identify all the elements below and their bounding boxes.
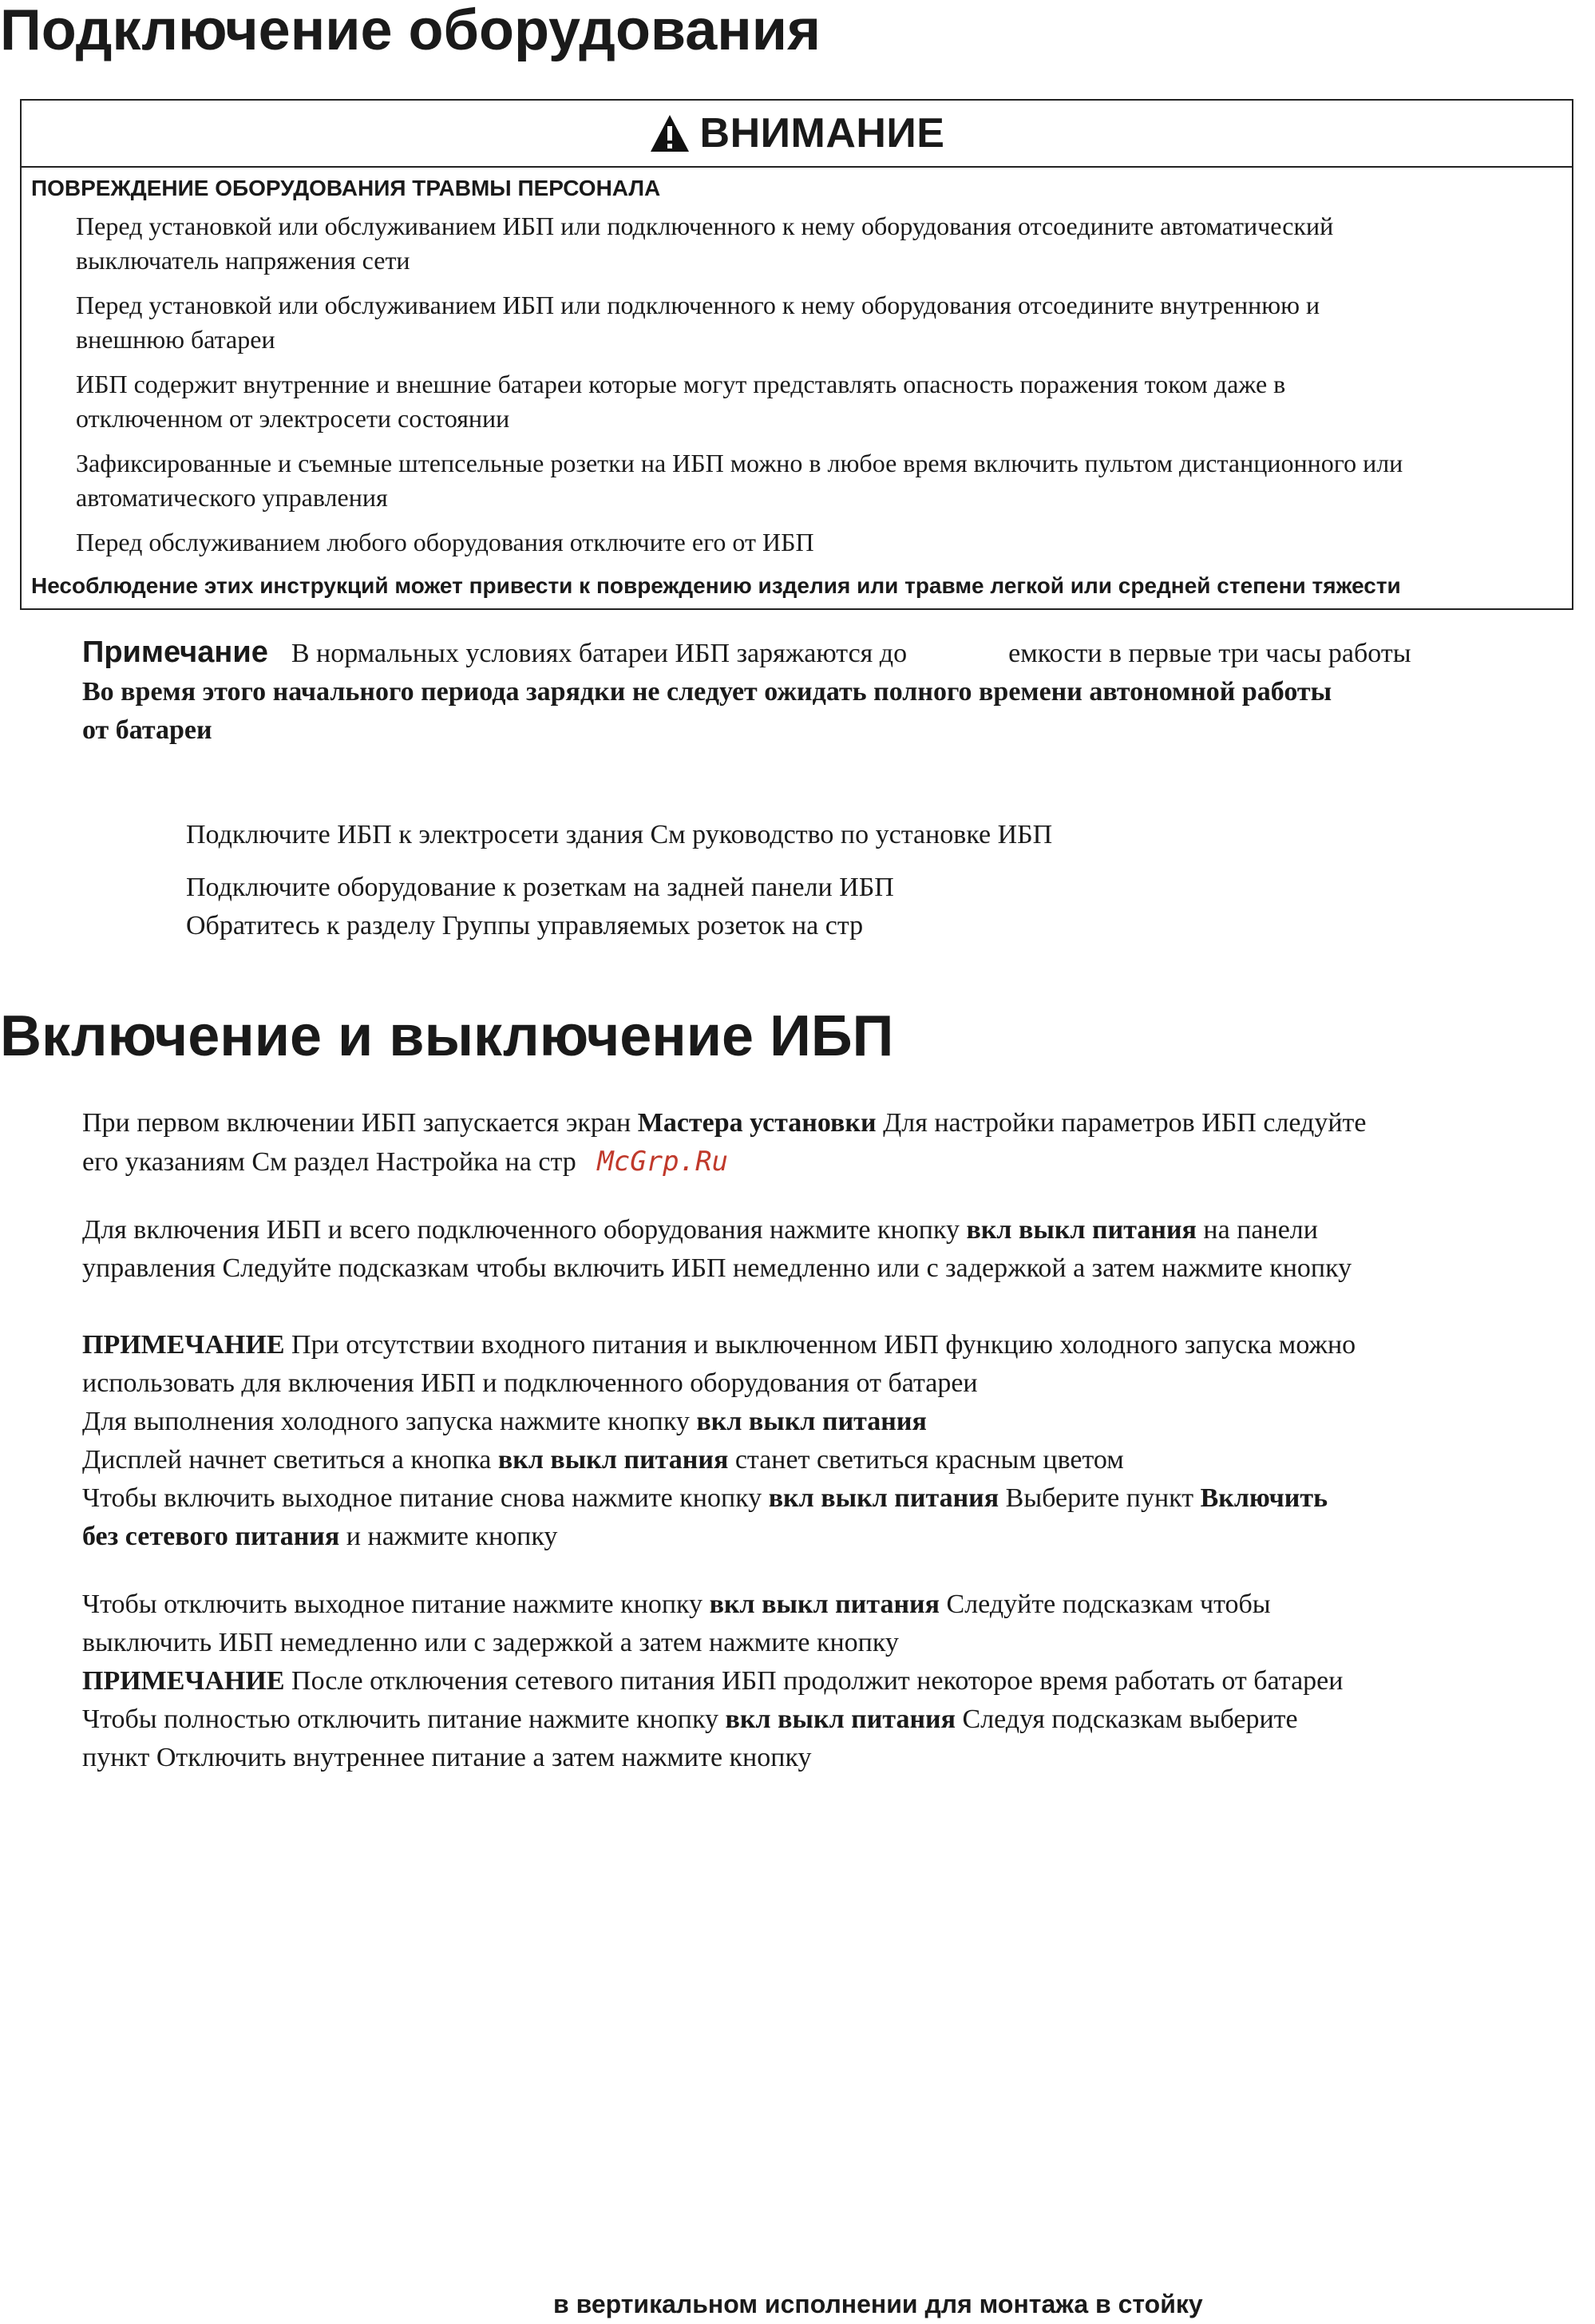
watermark-text: McGrp.Ru <box>597 1146 729 1178</box>
warning-header <box>22 101 1572 168</box>
step-connect-equipment: Подключите оборудование к розеткам на задней панели ИБП Обратитесь к разделу Группы управляемых розеток на стр <box>186 869 894 945</box>
note-battery-charge: Примечание В нормальных условиях батареи ИБП заряжаются до емкости в первые три часы работы Во время этого начального периода зарядки не следует ожидать полного времени автономной работы от батареи <box>82 635 1411 745</box>
warning-item: Перед установкой или обслуживанием ИБП или подключенного к нему оборудования отсоедините автоматический выключатель напряжения сети <box>76 212 1334 275</box>
warning-footer: Несоблюдение этих инструкций может привести к повреждению изделия или травме легкой или средней степени тяжести <box>31 573 1401 598</box>
warning-item: Перед обслуживанием любого оборудования отключите его от ИБП <box>76 528 814 556</box>
note-label: Примечание <box>82 635 268 669</box>
section-title-power-on-off: Включение и выключение ИБП <box>0 1004 894 1068</box>
warning-triangle-icon <box>649 113 691 153</box>
page-footer: в вертикальном исполнении для монтажа в стойку <box>553 2290 1203 2318</box>
note-label: ПРИМЕЧАНИЕ <box>82 1330 285 1360</box>
step-connect-mains: Подключите ИБП к электросети здания См руководство по установке ИБП <box>186 820 1053 849</box>
paragraph-power-on: Для включения ИБП и всего подключенного оборудования нажмите кнопку вкл выкл питания на панели управления Следуйте подсказкам чтобы включить ИБП немедленно или с задержкой а затем нажмите кнопку <box>82 1215 1352 1283</box>
section-title-connect-equipment: Подключение оборудования <box>0 0 821 62</box>
warning-title: ВНИМАНИЕ <box>699 110 945 156</box>
warning-list <box>76 209 1567 570</box>
outlet-groups-reference: Обратитесь к разделу Группы управляемых розеток на стр <box>186 911 864 940</box>
paragraph-cold-start: ПРИМЕЧАНИЕ При отсутствии входного питания и выключенном ИБП функцию холодного запуска можно использовать для включения ИБП и подключенного оборудования от батареи Для выполнения холодного запуска нажмите кнопку вкл выкл питания Дисплей начнет светиться а кнопка вкл выкл питания станет светиться красным цветом Чтобы включить выходное питание снова нажмите кнопку вкл выкл питания Выберите пункт Включить без сетевого питания и нажмите кнопку <box>82 1330 1356 1551</box>
warning-box <box>20 99 1573 610</box>
warning-item: Зафиксированные и съемные штепсельные розетки на ИБП можно в любое время включить пультом дистанционного или автоматического управления <box>76 449 1403 512</box>
warning-item: ИБП содержит внутренние и внешние батареи которые могут представлять опасность поражения током даже в отключенном от электросети состоянии <box>76 370 1286 433</box>
warning-subtitle: ПОВРЕЖДЕНИЕ ОБОРУДОВАНИЯ ТРАВМЫ ПЕРСОНАЛА <box>31 176 661 200</box>
paragraph-power-off: Чтобы отключить выходное питание нажмите кнопку вкл выкл питания Следуйте подсказкам чтобы выключить ИБП немедленно или с задержкой а затем нажмите кнопку ПРИМЕЧАНИЕ После отключения сетевого питания ИБП продолжит некоторое время работать от батареи Чтобы полностью отключить питание нажмите кнопку вкл выкл питания Следуя подсказкам выберите пункт Отключить внутреннее питание а затем нажмите кнопку <box>82 1590 1344 1772</box>
warning-item: Перед установкой или обслуживанием ИБП или подключенного к нему оборудования отсоедините внутреннюю и внешнюю батареи <box>76 291 1320 354</box>
note-label: ПРИМЕЧАНИЕ <box>82 1666 285 1696</box>
paragraph-setup-wizard: При первом включении ИБП запускается экран Мастера установки Для настройки параметров ИБП следуйте его указаниям См раздел Настройка на стр McGrp.Ru <box>82 1108 1367 1178</box>
